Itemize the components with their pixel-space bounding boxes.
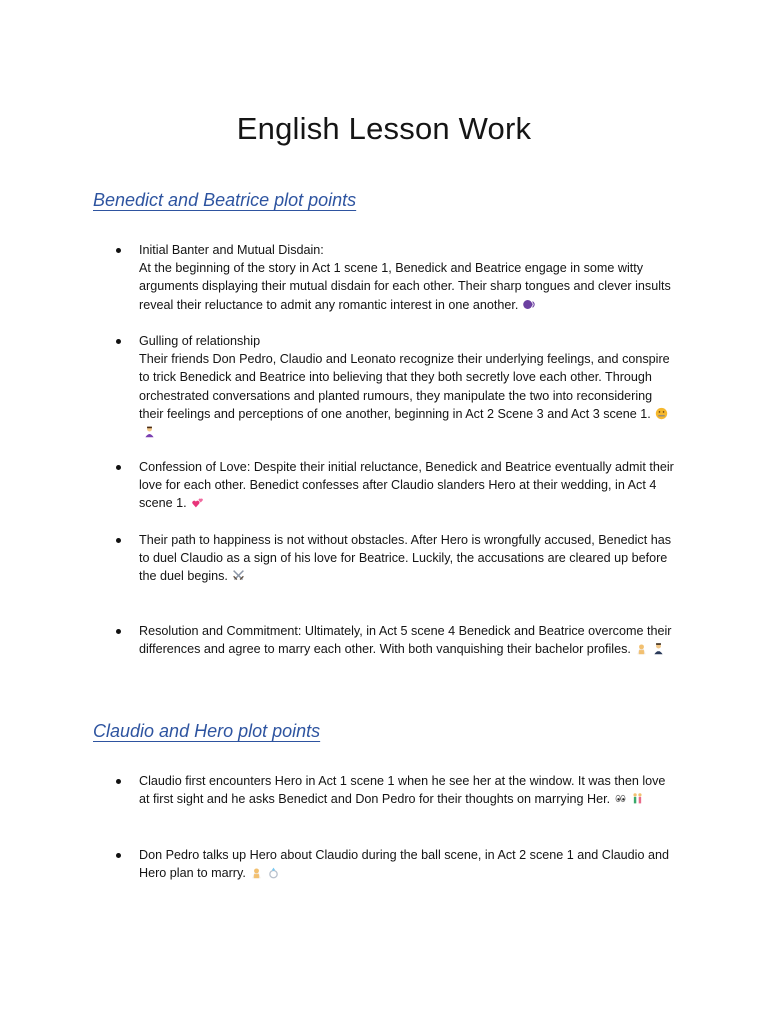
section-heading-benedict-beatrice: Benedict and Beatrice plot points: [93, 190, 357, 210]
document-title: English Lesson Work: [236, 110, 532, 146]
list-item-text: Resolution and Commitment: Ultimately, in Act 5 scene 4 Benedick and Beatrice overcome their differences and agree to marry each other. With both vanquishing their bachelor profiles.: [139, 624, 672, 657]
list-item-text: Don Pedro talks up Hero about Claudio during the ball scene, in Act 2 scene 1 and Claudio and Hero plan to marry.: [139, 848, 669, 881]
bullet-icon: [116, 339, 121, 344]
crossed-swords-icon: [232, 569, 245, 582]
zipper-mouth-face-icon: [655, 407, 668, 420]
ring-icon: [267, 866, 280, 879]
groom-icon: [652, 642, 665, 655]
person-bowing-icon: [143, 425, 156, 438]
speaking-head-icon: [522, 298, 535, 311]
bullet-icon: [116, 629, 121, 634]
list-item-text: Their path to happiness is not without obstacles. After Hero is wrongfully accused, Benedict has to duel Claudio as a sign of his love for Beatrice. Luckily, the accusations are cleared up before the duel begins.: [139, 533, 672, 584]
list-item-text: Gulling of relationship Their friends Don Pedro, Claudio and Leonato recognize their underlying feelings, and conspire to trick Benedick and Beatrice into believing that they both secretly love each other. Through orchestrated conversations and planted rumours, they manipulate the two into reconsidering their feelings and perceptions of one another, beginning in Act 2 Scene 3 and Act 3 scene 1.: [139, 332, 679, 441]
bride-icon: [635, 642, 648, 655]
list-item-text: Claudio first encounters Hero in Act 1 scene 1 when he see her at the window. It was then love at first sight and he asks Benedict and Don Pedro for their thoughts on marrying Her.: [139, 774, 666, 807]
bullet-icon: [116, 538, 121, 543]
eyes-icon: [614, 792, 627, 805]
bullet-icon: [116, 465, 121, 470]
bullet-icon: [116, 248, 121, 253]
couple-icon: [631, 792, 644, 805]
bullet-icon: [116, 853, 121, 858]
section-heading-claudio-hero: Claudio and Hero plot points: [93, 721, 321, 741]
list-item-text: Initial Banter and Mutual Disdain: At the beginning of the story in Act 1 scene 1, Benedick and Beatrice engage in some witty arguments displaying their mutual disdain for each other. Their sharp tongues and clever insults reveal their reluctance to admit any romantic interest in one another.: [139, 243, 671, 312]
two-hearts-icon: [191, 496, 204, 509]
bullet-icon: [116, 779, 121, 784]
list-item-text: Confession of Love: Despite their initial reluctance, Benedick and Beatrice eventually admit their love for each other. Benedict confesses after Claudio slanders Hero at their wedding, in Act 4 scene 1.: [139, 460, 674, 511]
bride-icon: [250, 866, 263, 879]
